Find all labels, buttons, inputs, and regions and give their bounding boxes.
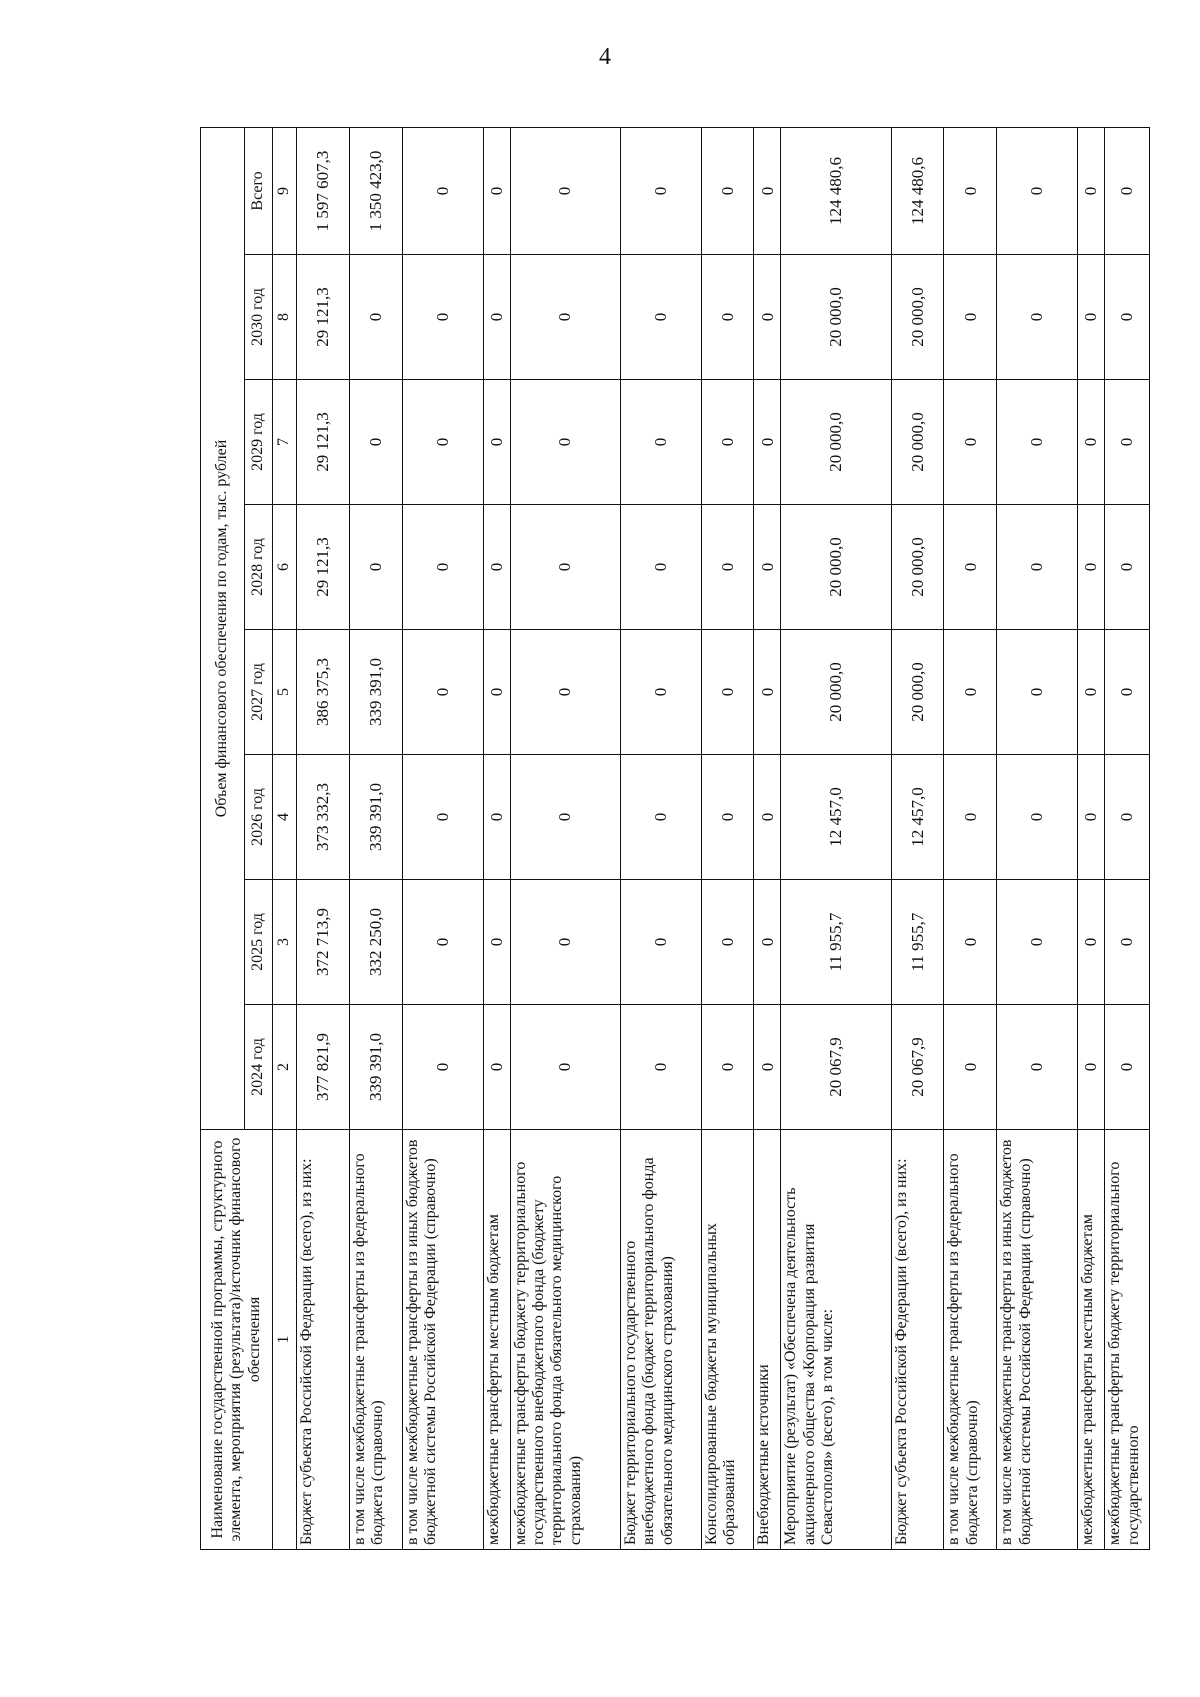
row-value: 0 <box>701 880 754 1005</box>
row-value: 339 391,0 <box>349 1005 402 1130</box>
row-value: 0 <box>1105 255 1150 380</box>
row-value: 0 <box>402 255 483 380</box>
row-value: 0 <box>402 127 483 254</box>
row-value: 0 <box>944 1005 997 1130</box>
column-number: 4 <box>273 755 297 880</box>
year-header: 2030 год <box>245 255 273 380</box>
row-value: 0 <box>1078 755 1105 880</box>
row-value: 20 067,9 <box>781 1005 891 1130</box>
row-value: 1 597 607,3 <box>297 127 350 254</box>
row-value: 373 332,3 <box>297 755 350 880</box>
year-header: 2024 год <box>245 1005 273 1130</box>
row-value: 372 713,9 <box>297 880 350 1005</box>
row-value: 0 <box>483 630 510 755</box>
row-value: 0 <box>510 127 620 254</box>
row-value: 20 000,0 <box>781 255 891 380</box>
year-header: 2029 год <box>245 380 273 505</box>
year-header: 2028 год <box>245 505 273 630</box>
row-name: Консолидированные бюджеты муниципальных образований <box>701 1130 754 1550</box>
row-value: 0 <box>997 127 1078 254</box>
row-value: 0 <box>483 380 510 505</box>
row-name: межбюджетные трансферты бюджету территориального государственного внебюджетного фонда (бюджету территориального фонда обязательного медицинского страхования) <box>510 1130 620 1550</box>
funding-table <box>200 127 1150 1550</box>
row-value: 11 955,7 <box>891 880 944 1005</box>
row-value: 29 121,3 <box>297 380 350 505</box>
row-value: 0 <box>483 505 510 630</box>
row-name: в том числе межбюджетные трансферты из иных бюджетов бюджетной системы Российской Федерации (справочно) <box>997 1130 1078 1550</box>
row-value: 0 <box>349 380 402 505</box>
total-header: Всего <box>245 127 273 254</box>
table-row <box>349 127 402 1549</box>
row-name: Бюджет территориального государственного внебюджетного фонда (бюджет территориального фонда обязательного медицинского страхования) <box>620 1130 701 1550</box>
column-number: 8 <box>273 255 297 380</box>
row-value: 0 <box>620 630 701 755</box>
row-value: 0 <box>510 505 620 630</box>
row-value: 0 <box>944 505 997 630</box>
table-body <box>297 127 1150 1549</box>
table-row <box>781 127 891 1549</box>
row-value: 0 <box>349 255 402 380</box>
row-value: 20 000,0 <box>781 380 891 505</box>
row-value: 0 <box>1078 1005 1105 1130</box>
row-value: 0 <box>402 380 483 505</box>
row-value: 20 000,0 <box>891 630 944 755</box>
volume-caption: Объем финансового обеспечения по годам, тыс. рублей <box>201 127 245 1129</box>
row-name: в том числе межбюджетные трансферты из иных бюджетов бюджетной системы Российской Федерации (справочно) <box>402 1130 483 1550</box>
row-value: 0 <box>944 630 997 755</box>
table-row <box>402 127 483 1549</box>
row-value: 0 <box>1105 380 1150 505</box>
row-value: 20 000,0 <box>891 255 944 380</box>
row-value: 0 <box>1078 127 1105 254</box>
column-number: 9 <box>273 127 297 254</box>
row-value: 339 391,0 <box>349 755 402 880</box>
table-row <box>510 127 620 1549</box>
row-value: 0 <box>510 755 620 880</box>
row-value: 29 121,3 <box>297 505 350 630</box>
row-name: Внебюджетные источники <box>754 1130 781 1550</box>
row-value: 0 <box>944 127 997 254</box>
row-value: 0 <box>349 505 402 630</box>
row-value: 0 <box>620 127 701 254</box>
row-value: 0 <box>997 255 1078 380</box>
column-number: 1 <box>273 1130 297 1550</box>
column-number: 2 <box>273 1005 297 1130</box>
row-name: межбюджетные трансферты местным бюджетам <box>483 1130 510 1550</box>
row-value: 386 375,3 <box>297 630 350 755</box>
row-value: 0 <box>510 880 620 1005</box>
row-name: Мероприятие (результат) «Обеспечена деятельность акционерного общества «Корпорация развития Севастополя» (всего), в том числе: <box>781 1130 891 1550</box>
row-name: в том числе межбюджетные трансферты из федерального бюджета (справочно) <box>349 1130 402 1550</box>
row-value: 0 <box>1078 505 1105 630</box>
row-name: в том числе межбюджетные трансферты из федерального бюджета (справочно) <box>944 1130 997 1550</box>
row-value: 0 <box>402 505 483 630</box>
row-value: 1 350 423,0 <box>349 127 402 254</box>
row-value: 20 000,0 <box>891 505 944 630</box>
row-value: 0 <box>510 630 620 755</box>
table-row <box>1105 127 1150 1549</box>
row-value: 0 <box>620 880 701 1005</box>
row-value: 12 457,0 <box>781 755 891 880</box>
row-value: 0 <box>483 755 510 880</box>
row-value: 0 <box>620 255 701 380</box>
row-value: 0 <box>997 1005 1078 1130</box>
row-value: 0 <box>1105 505 1150 630</box>
row-value: 20 067,9 <box>891 1005 944 1130</box>
row-value: 0 <box>997 505 1078 630</box>
row-value: 0 <box>510 1005 620 1130</box>
row-value: 332 250,0 <box>349 880 402 1005</box>
row-value: 0 <box>997 380 1078 505</box>
table-row <box>944 127 997 1549</box>
row-value: 20 000,0 <box>781 505 891 630</box>
row-value: 0 <box>402 880 483 1005</box>
row-value: 0 <box>1105 880 1150 1005</box>
row-value: 0 <box>754 380 781 505</box>
row-value: 0 <box>1078 880 1105 1005</box>
row-value: 0 <box>754 880 781 1005</box>
row-value: 0 <box>620 1005 701 1130</box>
row-value: 0 <box>1105 755 1150 880</box>
row-value: 0 <box>944 255 997 380</box>
row-value: 0 <box>701 755 754 880</box>
column-number-row <box>273 127 297 1549</box>
row-value: 0 <box>944 380 997 505</box>
column-number: 7 <box>273 380 297 505</box>
row-value: 0 <box>1078 255 1105 380</box>
row-name: межбюджетные трансферты бюджету территориального государственного <box>1105 1130 1150 1550</box>
column-number: 3 <box>273 880 297 1005</box>
row-value: 339 391,0 <box>349 630 402 755</box>
row-value: 0 <box>997 630 1078 755</box>
row-value: 0 <box>754 127 781 254</box>
row-value: 0 <box>402 1005 483 1130</box>
row-value: 0 <box>754 630 781 755</box>
row-value: 0 <box>997 880 1078 1005</box>
row-value: 11 955,7 <box>781 880 891 1005</box>
row-value: 0 <box>1105 127 1150 254</box>
page-number: 4 <box>599 44 611 70</box>
row-value: 0 <box>483 127 510 254</box>
row-value: 0 <box>1078 630 1105 755</box>
table-row <box>1078 127 1105 1549</box>
row-value: 0 <box>701 505 754 630</box>
column-number: 5 <box>273 630 297 755</box>
row-value: 0 <box>701 127 754 254</box>
row-name: Бюджет субъекта Российской Федерации (всего), из них: <box>891 1130 944 1550</box>
row-value: 0 <box>1105 1005 1150 1130</box>
row-value: 0 <box>997 755 1078 880</box>
row-value: 0 <box>1105 630 1150 755</box>
row-value: 0 <box>510 255 620 380</box>
row-value: 20 000,0 <box>891 380 944 505</box>
row-value: 0 <box>701 1005 754 1130</box>
row-name: Бюджет субъекта Российской Федерации (всего), из них: <box>297 1130 350 1550</box>
row-value: 29 121,3 <box>297 255 350 380</box>
row-value: 124 480,6 <box>891 127 944 254</box>
row-value: 0 <box>701 630 754 755</box>
row-value: 0 <box>754 255 781 380</box>
row-value: 0 <box>754 505 781 630</box>
year-header: 2026 год <box>245 755 273 880</box>
table-row <box>483 127 510 1549</box>
rotated-table-wrapper <box>200 128 1150 1550</box>
row-value: 20 000,0 <box>781 630 891 755</box>
row-value: 0 <box>701 255 754 380</box>
row-value: 0 <box>620 505 701 630</box>
year-header: 2027 год <box>245 630 273 755</box>
row-value: 0 <box>620 380 701 505</box>
table-row <box>297 127 350 1549</box>
row-value: 0 <box>483 1005 510 1130</box>
table-row <box>754 127 781 1549</box>
row-value: 0 <box>402 630 483 755</box>
row-value: 0 <box>944 880 997 1005</box>
row-name: межбюджетные трансферты местным бюджетам <box>1078 1130 1105 1550</box>
row-value: 0 <box>754 1005 781 1130</box>
column-number: 6 <box>273 505 297 630</box>
row-value: 377 821,9 <box>297 1005 350 1130</box>
row-value: 0 <box>620 755 701 880</box>
row-value: 12 457,0 <box>891 755 944 880</box>
row-value: 0 <box>1078 380 1105 505</box>
row-value: 0 <box>483 255 510 380</box>
table-row <box>701 127 754 1549</box>
name-column-header: Наименование государственной программы, структурного элемента, мероприятия (результата)/источник финансового обеспечения <box>201 1130 273 1550</box>
row-value: 0 <box>402 755 483 880</box>
row-value: 0 <box>510 380 620 505</box>
table-row <box>997 127 1078 1549</box>
year-header: 2025 год <box>245 880 273 1005</box>
row-value: 0 <box>701 380 754 505</box>
row-value: 0 <box>483 880 510 1005</box>
table-row <box>620 127 701 1549</box>
row-value: 0 <box>754 755 781 880</box>
row-value: 0 <box>944 755 997 880</box>
row-value: 124 480,6 <box>781 127 891 254</box>
table-row <box>891 127 944 1549</box>
